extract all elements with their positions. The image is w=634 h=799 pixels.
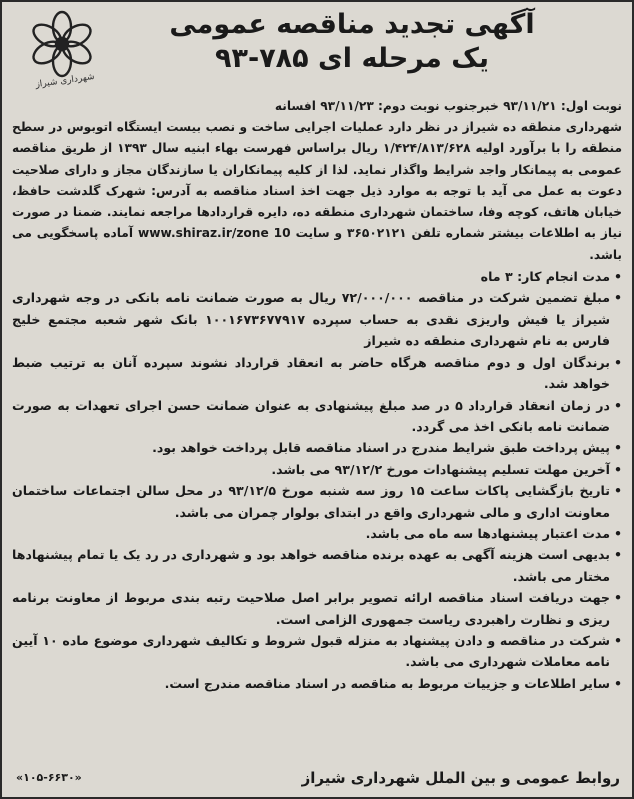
condition-item: • جهت دریافت اسناد مناقصه ارائه تصویر برابر اصل صلاحیت رتبه بندی مربوط از معاونت برنامه ریزی و نظارت راهبردی ریاست جمهوری الزامی است. — [12, 587, 622, 630]
condition-item: • در زمان انعقاد قرارداد ۵ در صد مبلغ پیشنهادی به عنوان ضمانت حسن اجرای تعهدات به صورت ضمانت نامه بانکی اخذ می گردد. — [12, 395, 622, 438]
notice-subtitle: یک مرحله ای ۷۸۵-۹۳ — [215, 43, 489, 74]
condition-item: • مدت اعتبار پیشنهادها سه ماه می باشد. — [12, 523, 622, 544]
notice-header — [12, 8, 622, 96]
notice-title: آگهی تجدید مناقصه عمومی — [169, 9, 535, 40]
shiraz-municipality-logo — [16, 10, 108, 94]
logo-caption: شهرداری شیراز — [34, 71, 96, 91]
condition-item: • بدیهی است هزینه آگهی به عهده برنده مناقصه خواهد بود و شهرداری در رد یک یا تمام پیشنهادها مختار می باشد. — [12, 544, 622, 587]
website-link[interactable]: www.shiraz.ir/zone 10 — [137, 226, 291, 241]
intro-text: شهرداری منطقه ده شیراز در نظر دارد عملیات اجرایی ساخت و نصب بیست ایستگاه اتوبوس در سطح منطقه را با برآورد اولیه ۱/۴۲۴/۸۱۳/۶۲۸ ریال براساس فهرست بهاء ابنیه سال ۱۳۹۳ از طریق مناقصه عمومی به پیمانکار واجد شرایط واگذار نماید. لذا از کلیه پیمانکاران یا سازندگان مجاز و دارای صلاحیت دعوت به عمل می آید با توجه به موارد ذیل جهت اخذ اسناد مناقصه به آدرس: شهرک گلدشت حافظ، خیابان هاتف، کوچه وفا، ساختمان شهرداری منطقه ده، دایره قراردادها مراجعه نمایند. ضمنا در صورت نیاز به اطلاعات بیشتر شماره تلفن ۳۶۵۰۲۱۲۱ و سایت — [12, 120, 623, 241]
ad-code: «۱۰۵-۶۶۳۰» — [16, 771, 82, 784]
flower-emblem-icon — [16, 10, 108, 80]
condition-item: • سایر اطلاعات و جزییات مربوط به مناقصه در اسناد مناقصه مندرج است. — [12, 673, 622, 694]
condition-item: • مدت انجام کار: ۳ ماه — [12, 266, 622, 287]
intro-end-text: آماده پاسخگویی می باشد. — [12, 226, 622, 262]
condition-item: • تاریخ بازگشایی پاکات ساعت ۱۵ روز سه شنبه مورخ ۹۳/۱۲/۵ در محل سالن اجتماعات ساختمان معاونت اداری و مالی شهرداری واقع در ابتدای بولوار چمران می باشد. — [12, 480, 622, 523]
notice-intro — [12, 117, 622, 266]
publication-dates: نوبت اول: ۹۳/۱۱/۲۱ خبرجنوب نوبت دوم: ۹۳/۱۱/۲۳ افسانه — [274, 99, 622, 113]
condition-item: • شرکت در مناقصه و دادن پیشنهاد به منزله قبول شروط و تکالیف شهرداری موضوع ماده ۱۰ آیین نامه معاملات شهرداری می باشد. — [12, 630, 622, 673]
notice-footer — [12, 769, 622, 793]
tender-conditions — [12, 266, 622, 694]
condition-item: • آخرین مهلت تسلیم پیشنهادات مورخ ۹۳/۱۲/۲ می باشد. — [12, 459, 622, 480]
condition-item: • مبلغ تضمین شرکت در مناقصه ۷۲/۰۰۰/۰۰۰ ریال به صورت ضمانت نامه بانکی در وجه شهرداری شیراز یا فیش واریزی نقدی به حساب سپرده ۱۰۰۱۶۷۳۶۷۷۹۱۷ بانک شهر شعبه مجتمع خلیج فارس به نام شهرداری منطقه ده شیراز — [12, 287, 622, 351]
publisher-name: روابط عمومی و بین الملل شهرداری شیراز — [301, 769, 620, 787]
condition-item: • برندگان اول و دوم مناقصه هرگاه حاضر به انعقاد قرارداد نشوند سپرده آنان به ترتیب ضبط خواهد شد. — [12, 352, 622, 395]
condition-item: • پیش پرداخت طبق شرایط مندرج در اسناد مناقصه قابل پرداخت خواهد بود. — [12, 437, 622, 458]
